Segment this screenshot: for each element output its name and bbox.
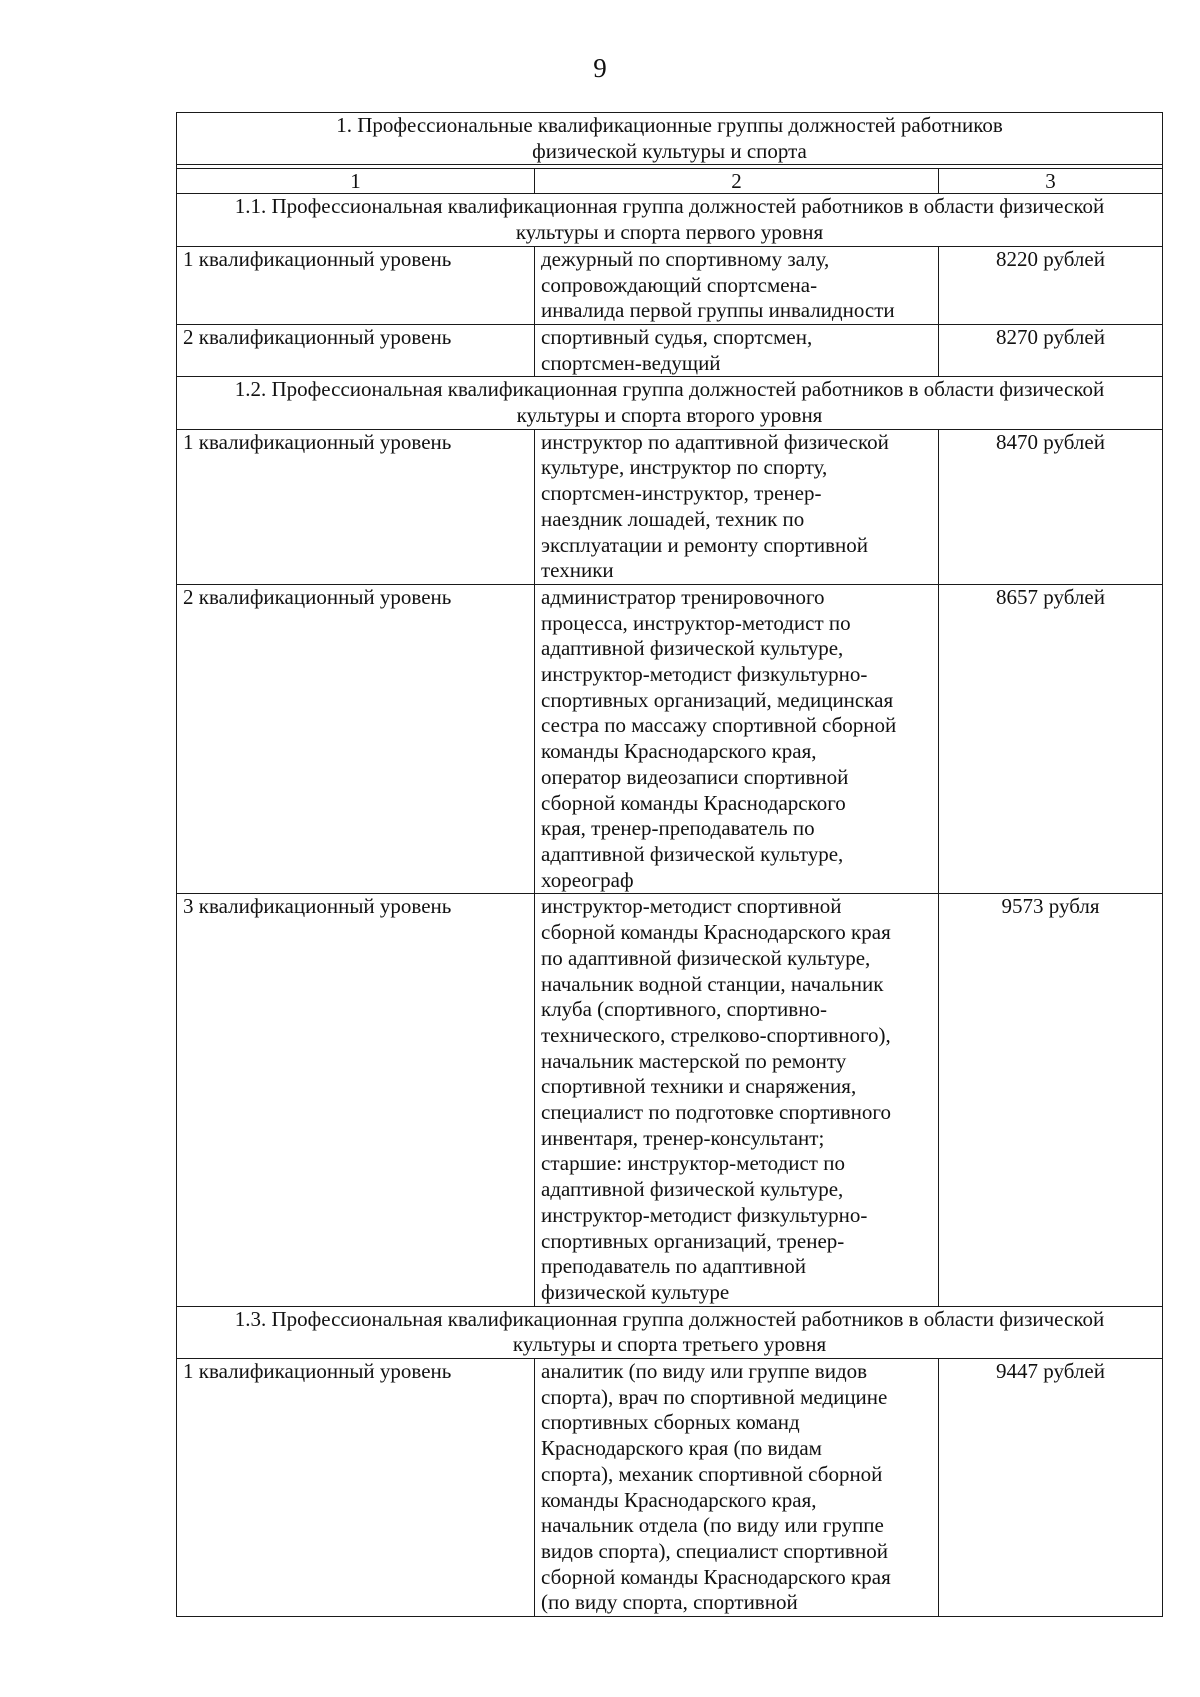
salary-amount: 8270 рублей <box>939 324 1163 376</box>
positions-list: инструктор-методист спортивной сборной команды Краснодарского края по адаптивной физической культуре, начальник водной станции, начальник клуба (спортивного, спортивно- технического, стрелково-спортивного), начальник мастерской по ремонту спортивной техники и снаряжения, специалист по подготовке спортивного инвентаря, тренер-консультант; старшие: инструктор-методист по адаптивной физической культуре, инструктор-методист физкультурно- спортивных организаций, тренер- преподаватель по адаптивной физической культуре <box>535 894 939 1306</box>
group-heading-line: культуры и спорта второго уровня <box>516 403 823 428</box>
column-number-row <box>177 169 1163 194</box>
qualification-level: 3 квалификационный уровень <box>177 894 535 1306</box>
qualification-level: 1 квалификационный уровень <box>177 429 535 584</box>
salary-amount: 9447 рублей <box>939 1359 1163 1617</box>
group-heading-row <box>177 194 1163 246</box>
group-heading <box>177 1306 1163 1358</box>
column-number: 1 <box>177 169 535 194</box>
positions-list: аналитик (по виду или группе видов спорта), врач по спортивной медицине спортивных сборных команд Краснодарского края (по видам спорта), механик спортивной сборной команды Краснодарского края, начальник отдела (по виду или группе видов спорта), специалист спортивной сборной команды Краснодарского края (по виду спорта, спортивной <box>535 1359 939 1617</box>
salary-amount: 8470 рублей <box>939 429 1163 584</box>
positions-list: администратор тренировочного процесса, инструктор-методист по адаптивной физической культуре, инструктор-методист физкультурно- спортивных организаций, медицинская сестра по массажу спортивной сборной команды Краснодарского края, оператор видеозаписи спортивной сборной команды Краснодарского края, тренер-преподаватель по адаптивной физической культуре, хореограф <box>535 584 939 893</box>
page-number: 9 <box>593 53 607 83</box>
group-heading-line: 1.2. Профессиональная квалификационная группа должностей работников в области физической <box>234 377 1105 402</box>
qualification-groups-table <box>176 112 1163 1617</box>
table-title-row <box>177 113 1163 165</box>
table-row <box>177 1359 1163 1617</box>
table-title-line: физической культуры и спорта <box>532 138 807 163</box>
table-row <box>177 246 1163 324</box>
qualification-level: 1 квалификационный уровень <box>177 246 535 324</box>
table-title <box>177 113 1163 165</box>
salary-amount: 8220 рублей <box>939 246 1163 324</box>
group-heading <box>177 194 1163 246</box>
column-number: 3 <box>939 169 1163 194</box>
group-heading-line: 1.3. Профессиональная квалификационная группа должностей работников в области физической <box>234 1306 1105 1331</box>
qualification-level: 1 квалификационный уровень <box>177 1359 535 1617</box>
table-row <box>177 584 1163 893</box>
positions-list: спортивный судья, спортсмен, спортсмен-ведущий <box>535 324 939 376</box>
group-heading-row <box>177 1306 1163 1358</box>
group-heading-line: 1.1. Профессиональная квалификационная группа должностей работников в области физической <box>234 194 1105 219</box>
table-row <box>177 324 1163 376</box>
table-row <box>177 894 1163 1306</box>
positions-list: дежурный по спортивному залу, сопровождающий спортсмена- инвалида первой группы инвалидности <box>535 246 939 324</box>
group-heading-line: культуры и спорта первого уровня <box>515 220 824 245</box>
table-row <box>177 429 1163 584</box>
group-heading <box>177 377 1163 429</box>
column-number: 2 <box>535 169 939 194</box>
group-heading-row <box>177 377 1163 429</box>
group-heading-line: культуры и спорта третьего уровня <box>512 1332 827 1357</box>
qualification-level: 2 квалификационный уровень <box>177 584 535 893</box>
salary-amount: 8657 рублей <box>939 584 1163 893</box>
qualification-level: 2 квалификационный уровень <box>177 324 535 376</box>
table-title-line: 1. Профессиональные квалификационные группы должностей работников <box>336 113 1003 137</box>
salary-amount: 9573 рубля <box>939 894 1163 1306</box>
positions-list: инструктор по адаптивной физической культуре, инструктор по спорту, спортсмен-инструктор, тренер- наездник лошадей, техник по эксплуатации и ремонту спортивной техники <box>535 429 939 584</box>
